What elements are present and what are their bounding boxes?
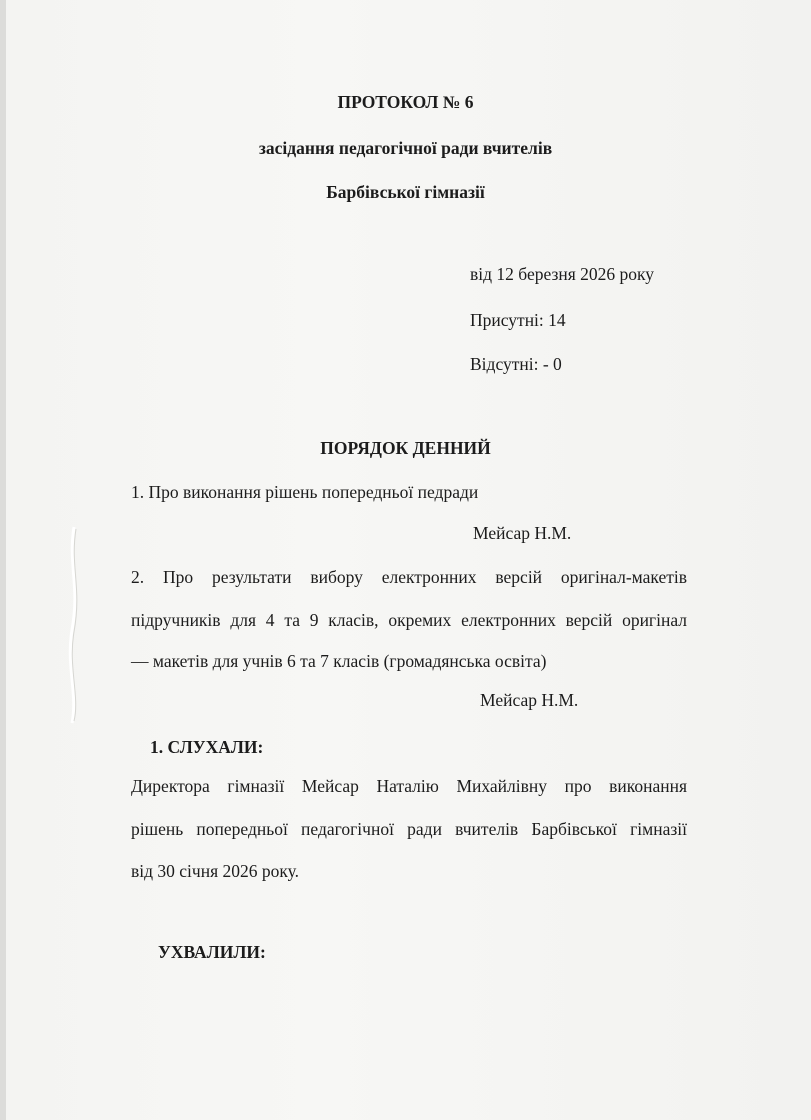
document-subtitle-school: Барбівської гімназії	[326, 182, 485, 202]
document-title: ПРОТОКОЛ № 6	[337, 92, 474, 112]
agenda-item-1-speaker: Мейсар Н.М.	[473, 523, 572, 543]
present-count: Присутні: 14	[470, 310, 566, 330]
heard-line-1: Директора гімназії Мейсар Наталію Михайлівну про виконання	[131, 776, 687, 796]
agenda-item-2-line-3: — макетів для учнів 6 та 7 класів (громадянська освіта)	[131, 651, 547, 671]
agenda-item-2-line-2: підручників для 4 та 9 класів, окремих електронних версій оригінал	[131, 610, 687, 630]
agenda-item-1: 1. Про виконання рішень попередньої педради	[131, 482, 479, 502]
agenda-item-2-line-1: 2. Про результати вибору електронних версій оригінал-макетів	[131, 567, 687, 587]
resolved-heading: УХВАЛИЛИ:	[158, 942, 266, 962]
binding-thread	[60, 525, 90, 725]
heard-line-2: рішень попередньої педагогічної ради вчителів Барбівської гімназії	[131, 819, 687, 839]
agenda-title: ПОРЯДОК ДЕННИЙ	[320, 438, 491, 458]
heard-line-3: від 30 січня 2026 року.	[131, 861, 300, 881]
absent-count: Відсутні: - 0	[470, 354, 562, 374]
meeting-date: від 12 березня 2026 року	[470, 264, 655, 284]
heard-heading: 1. СЛУХАЛИ:	[150, 737, 264, 757]
document-subtitle-meeting: засідання педагогічної ради вчителів	[258, 138, 553, 158]
paper-edge-shadow	[0, 0, 6, 1120]
agenda-item-2-speaker: Мейсар Н.М.	[480, 690, 579, 710]
